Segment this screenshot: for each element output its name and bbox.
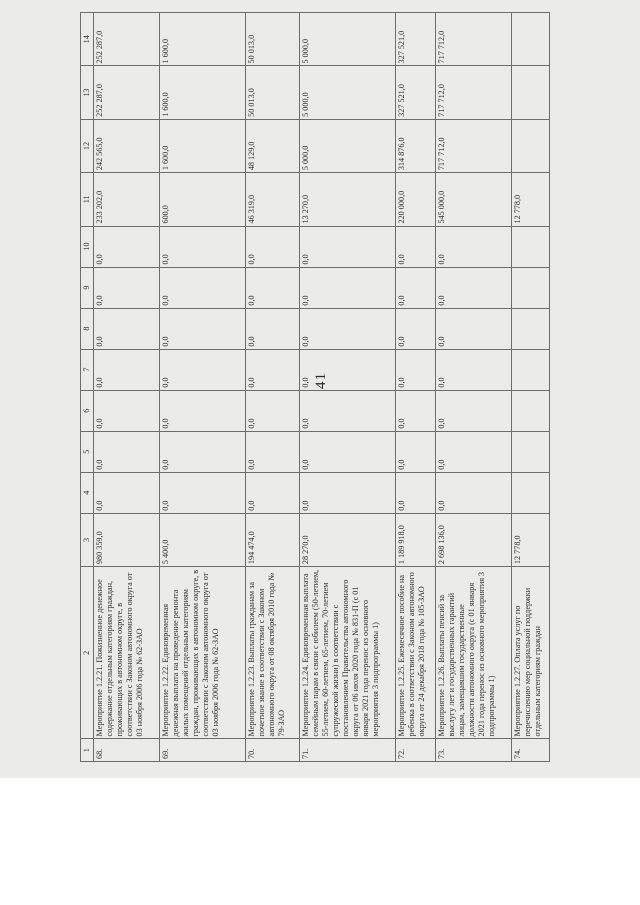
value-cell: 242 565,0 [94,119,160,172]
row-number: 73. [436,739,512,762]
value-cell: 5 400,0 [160,513,246,566]
row-description: Мероприятие 1.2.26. Выплаты пенсий за выслугу лет и государственных гарантий лицам, замещавшим государственные должности автономного округа (с 01 января 2021 года перенос из основного мероприятия 3 подпрограммы 1) [436,567,512,739]
value-cell: 717 712,0 [436,119,512,172]
value-cell: 0,0 [300,267,396,308]
row-number: 69. [160,739,246,762]
table-wrapper [80,12,540,762]
value-cell: 0,0 [436,349,512,390]
value-cell: 0,0 [300,349,396,390]
column-header: 2 [81,567,94,739]
value-cell: 0,0 [300,390,396,431]
value-cell: 0,0 [246,390,300,431]
value-cell: 0,0 [396,349,436,390]
value-cell: 0,0 [160,390,246,431]
value-cell: 0,0 [436,226,512,267]
value-cell [512,66,550,119]
value-cell: 980 359,0 [94,513,160,566]
row-number: 72. [396,739,436,762]
column-header: 9 [81,267,94,308]
value-cell: 0,0 [246,267,300,308]
row-description: Мероприятие 1.2.22. Единовременная денежная выплата на проведение ремонта жилых помещений отдельным категориям граждан, проживающих в автономном округе, в соответствии с Законом автономного округа от 03 ноября 2006 года № 62-ЗАО [160,567,246,739]
value-cell: 12 778,0 [512,173,550,226]
value-cell: 0,0 [94,431,160,472]
value-cell: 0,0 [160,431,246,472]
value-cell: 0,0 [396,472,436,513]
value-cell: 0,0 [300,308,396,349]
value-cell: 12 778,0 [512,513,550,566]
value-cell: 0,0 [246,308,300,349]
row-description: Мероприятие 1.2.25. Ежемесячное пособие на ребенка в соответствии с Законом автономного округа от 24 декабря 2018 года № 105-ЗАО [396,567,436,739]
value-cell: 0,0 [396,267,436,308]
value-cell: 5 000,0 [300,66,396,119]
row-number: 68. [94,739,160,762]
value-cell: 0,0 [436,431,512,472]
value-cell: 0,0 [160,349,246,390]
table-row [512,13,550,762]
value-cell [512,13,550,66]
value-cell: 0,0 [160,226,246,267]
value-cell: 0,0 [160,472,246,513]
value-cell: 46 319,0 [246,173,300,226]
value-cell: 0,0 [94,349,160,390]
value-cell: 717 712,0 [436,13,512,66]
column-header: 13 [81,66,94,119]
row-number: 70. [246,739,300,762]
column-header: 8 [81,308,94,349]
table-row [396,13,436,762]
value-cell: 1 189 918,0 [396,513,436,566]
column-header: 4 [81,472,94,513]
value-cell: 600,0 [160,173,246,226]
value-cell: 194 474,0 [246,513,300,566]
value-cell: 0,0 [300,431,396,472]
row-description: Мероприятие 1.2.27. Оплата услуг по перечислению мер социальной поддержки отдельным категориям граждан [512,567,550,739]
value-cell [512,390,550,431]
data-table [80,12,550,762]
value-cell: 252 287,0 [94,66,160,119]
value-cell [512,472,550,513]
row-description: Мероприятие 1.2.21. Пожизненное денежное содержание отдельным категориям граждан, проживающих в автономном округе, в соответствии с Законом автономного округа от 03 ноября 2006 года № 62-ЗАО [94,567,160,739]
value-cell: 5 000,0 [300,13,396,66]
value-cell: 0,0 [436,308,512,349]
value-cell [512,431,550,472]
value-cell: 0,0 [160,308,246,349]
value-cell: 0,0 [396,226,436,267]
value-cell: 327 521,0 [396,66,436,119]
table-row [300,13,396,762]
value-cell: 0,0 [436,390,512,431]
page-number: 41 [313,372,329,389]
value-cell: 717 712,0 [436,66,512,119]
value-cell [512,308,550,349]
value-cell: 314 876,0 [396,119,436,172]
row-description: Мероприятие 1.2.24. Единовременная выплата семейным парам в связи с юбилеем (50-летием, 55-летием, 60-летием, 65-летием, 70-летием супружеской жизни) в соответствии с постановлением Правительства автономного округа от 06 июля 2020 года № 831-П (с 01 января 2021 года перенос из основного мероприятия 3 подпрограммы 1) [300,567,396,739]
value-cell [512,226,550,267]
column-header: 1 [81,739,94,762]
value-cell: 1 600,0 [160,13,246,66]
table-row [246,13,300,762]
table-row [94,13,160,762]
value-cell: 0,0 [246,349,300,390]
value-cell: 0,0 [160,267,246,308]
row-number: 74. [512,739,550,762]
value-cell: 48 129,0 [246,119,300,172]
value-cell: 220 000,0 [396,173,436,226]
column-header: 10 [81,226,94,267]
value-cell: 0,0 [396,390,436,431]
value-cell: 0,0 [436,472,512,513]
value-cell: 1 600,0 [160,119,246,172]
value-cell: 327 521,0 [396,13,436,66]
value-cell: 28 270,0 [300,513,396,566]
value-cell: 2 698 136,0 [436,513,512,566]
value-cell [512,267,550,308]
row-description: Мероприятие 1.2.23. Выплаты гражданам за почетное звание в соответствии с Законом автономного округа от 08 октября 2010 года № 79-ЗАО [246,567,300,739]
value-cell: 0,0 [94,308,160,349]
value-cell: 0,0 [396,308,436,349]
value-cell: 545 000,0 [436,173,512,226]
column-header: 14 [81,13,94,66]
row-number: 71. [300,739,396,762]
column-header: 12 [81,119,94,172]
value-cell: 0,0 [300,472,396,513]
value-cell: 0,0 [246,226,300,267]
value-cell: 233 202,0 [94,173,160,226]
column-header: 6 [81,390,94,431]
value-cell: 0,0 [94,472,160,513]
value-cell: 0,0 [396,431,436,472]
value-cell: 50 013,0 [246,13,300,66]
value-cell [512,119,550,172]
value-cell: 0,0 [246,472,300,513]
column-header: 11 [81,173,94,226]
header-row [81,13,94,762]
value-cell: 252 287,0 [94,13,160,66]
value-cell: 0,0 [94,226,160,267]
value-cell: 1 600,0 [160,66,246,119]
column-header: 5 [81,431,94,472]
column-header: 3 [81,513,94,566]
column-header: 7 [81,349,94,390]
value-cell: 0,0 [300,226,396,267]
value-cell: 0,0 [94,267,160,308]
value-cell: 5 000,0 [300,119,396,172]
table-row [160,13,246,762]
value-cell: 0,0 [94,390,160,431]
value-cell: 0,0 [436,267,512,308]
value-cell: 0,0 [246,431,300,472]
table-row [436,13,512,762]
value-cell [512,349,550,390]
value-cell: 13 270,0 [300,173,396,226]
value-cell: 50 013,0 [246,66,300,119]
